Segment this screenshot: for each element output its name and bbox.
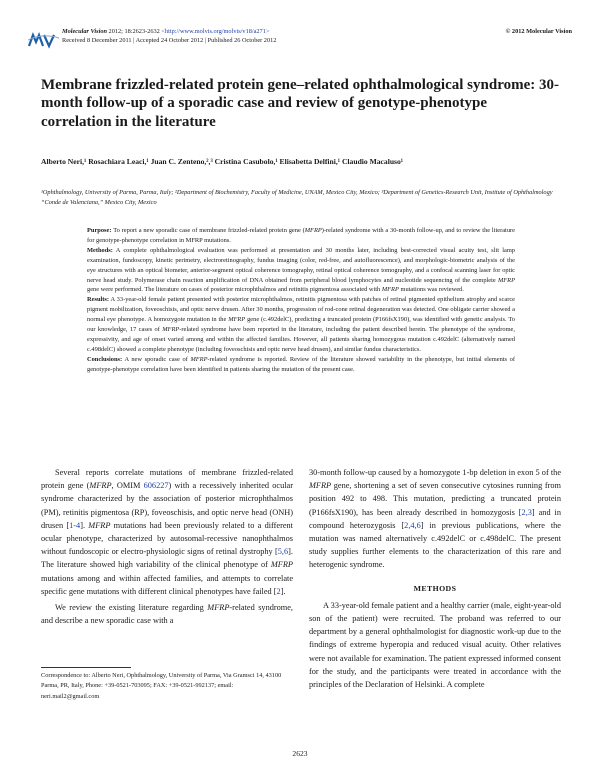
reference-link[interactable]: 2,4,6 [404,520,421,530]
copyright-notice: © 2012 Molecular Vision [505,28,572,35]
journal-name: Molecular Vision [62,28,107,35]
correspondence-footnote: Correspondence to: Alberto Neri, Ophthalmology, University of Parma, Via Gramsci 14, 43100 Parma, PR, Italy, Phone: +39-0521-703095; FAX: +39-0521-992137; email: neri.mail2@gmail.com [41,672,282,700]
molecular-vision-logo [28,31,60,49]
body-paragraph: Several reports correlate mutations of membrane frizzled-related protein gene (MFRP, OMIM 606227) with a recessively inherited ocular syndrome characterized by the association of posterior microphthalmos (PM), retinitis pigmentosa (RP), foveoschisis, and optic nerve head (ONH) drusen [1-4]. MFRP mutations had been previously related to a different ocular phenotype, characterized by autosomal-recessive nanophthalmos without fundoscopic or electro-physiologic signs of retinal dystrophy [5,6]. The literature showed high variability of the clinical phenotype of MFRP mutations among and within affected families, and attempts to correlate specific gene mutations with different clinical phenotypes have failed [2]. [41,468,294,596]
body-paragraph: A 33-year-old female patient and a healthy carrier (male, eight-year-old son of the patient) were recruited. The proband was referred to our department by a general ophthalmologist for diagnostic work-up due to the findings of extreme hyperopia and reduced visual acuity. Other relatives were not available for examination. The patient expressed informed consent for the study, and the participants were treated in accordance with the principles of the Declaration of Helsinki. A complete [309,600,561,690]
reference-link[interactable]: 1-4 [69,520,81,530]
journal-header [62,28,276,45]
reference-link[interactable]: 5,6 [277,547,289,557]
article-url-link[interactable]: <http://www.molvis.org/molvis/v18/a271> [161,28,270,35]
abstract [87,226,515,375]
abstract-purpose: Purpose: To report a new sporadic case of membrane frizzled-related protein gene (MFRP)-related syndrome with a 30-month follow-up, and to review the literature for genotype-phenotype correlation in MFRP mutations. [87,227,515,244]
reference-link[interactable]: 2,3 [521,507,532,517]
footnote-divider [41,667,131,668]
omim-link[interactable]: 606227 [143,481,169,491]
abstract-results: Results: A 33-year-old female patient presented with posterior microphthalmos, retinitis pigmentosa with patches of retinal pigmented epithelium atrophy and scarce pigment mobilization, foveoschisis, and optic nerve drusen. After 30 months, progression of rod-cone retinal degeneration was detected. One obligate carrier showed a normal eye phenotype. A homozygote mutation in the MFRP gene (c.492delC), predicting a truncated protein (P166fsX190), was identified with genetic analysis. To our knowledge, 17 cases of MFRP-related syndrome have been reported in the literature, including the patient described herein. The phenotype of the syndrome, expressivity, and age of onset varied among and within the affected families. However, all patients sharing homozygous mutation c.492delC (alternatively named c.498delC) showed a complete phenotype (including foveoschisis and optic nerve head drusen), and similar fundus characteristics. [87,296,516,353]
abstract-methods: Methods: A complete ophthalmological evaluation was performed at presentation and 30 months later, including best-corrected visual acuity test, slit lamp examination, fundoscopy, kinetic perimetry, electroretinography, fundus imaging (color, red-free, and autofluorescence), and morphologic-biometric analysis of the eye structures with an optical biometer, anterior-segment optical coherence tomography, retinal optical coherence tomography, and a confocal scanning laser for optic nerve head study. Polymerase chain reaction amplification of DNA obtained from peripheral blood lymphocytes and nucleotide sequencing of the complete MFRP gene were performed. The literature on cases of posterior microphthalmos and retinitis pigmentosa associated with MFRP mutations was reviewed. [87,246,515,294]
journal-citation: 2012; 18:2623-2632 [108,28,160,35]
article-dates: Received 8 December 2011 | Accepted 24 October 2012 | Published 26 October 2012 [62,36,277,44]
body-paragraph: We review the existing literature regarding MFRP-related syndrome, and describe a new sporadic case with a [41,603,294,626]
reference-link[interactable]: 2 [276,586,281,596]
section-heading-methods: METHODS [413,583,457,593]
body-column-left [41,466,293,627]
article-title: Membrane frizzled-related protein gene–related ophthalmological syndrome: 30-month follow-up of a sporadic case and review of genotype-phenotype correlation in the literature [41,77,559,130]
affiliations: ¹Ophthalmology, University of Parma, Parma, Italy; ²Department of Biochemistry, Faculty of Medicine, UNAM, Mexico City, Mexico; ³Department of Genetics-Research Unit, Institute of Ophthalmology “Conde de Valenciana,” Mexico City, Mexico [41,189,553,207]
author-list: Alberto Neri,¹ Rosachiara Leaci,¹ Juan C. Zenteno,²,³ Cristina Casubolo,¹ Elisabetta Delfini,¹ Claudio Macaluso¹ [41,157,404,166]
abstract-conclusions: Conclusions: A new sporadic case of MFRP-related syndrome is reported. Review of the literature showed variability in the phenotype, but initial elements of genotype-phenotype correlation have been identified in patients sharing the mutation of the present case. [87,355,515,373]
body-paragraph: 30-month follow-up caused by a homozygote 1-bp deletion in exon 5 of the MFRP gene, shortening a set of seven consecutive cytosines running from position 492 to 498. This mutation, predicting a truncated protein (P166fsX190), has been already described in homozygosis [2,3] and in compound heterozygosis [2,4,6] in previous publications, where the mutation was named alternatively c.492delC or c.498delC. The present study supplies further elements to the characterization of this rare and heterogenic syndrome. [309,468,561,570]
page-number: 2623 [292,749,308,758]
body-column-right [309,466,561,691]
